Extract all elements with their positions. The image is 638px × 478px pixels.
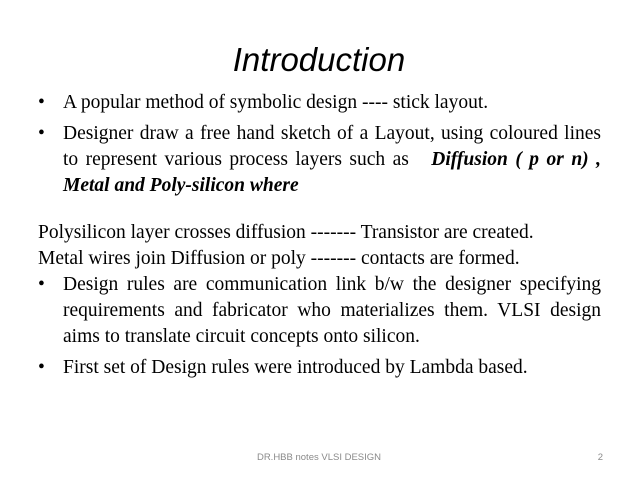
bullet-text: Design rules are communication link b/w the designer specifying requirements and fabricator who materializes them. VLSI design aims to translate circuit concepts onto silicon. <box>63 274 601 347</box>
bullet-text: Designer draw a free hand sketch of a Layout, using coloured lines to represent various process layers such as <box>63 123 601 170</box>
paragraph-polysilicon: Polysilicon layer crosses diffusion ------- Transistor are created. <box>38 222 534 243</box>
bullet-icon: • <box>38 92 45 113</box>
bullet-icon: • <box>38 357 45 378</box>
bullet-item-design-rules <box>38 272 601 350</box>
footer-text: DR.HBB notes VLSI DESIGN <box>256 452 382 463</box>
slide-title: Introduction <box>232 41 406 78</box>
bullet-emphasis-text: Diffusion ( p or n) , Metal and Poly-silicon where <box>63 149 601 196</box>
paragraph-spacer <box>38 204 601 220</box>
bullet-item-lambda-rules <box>38 355 601 381</box>
bullet-icon: • <box>38 274 45 295</box>
bullet-icon: • <box>38 123 45 144</box>
slide-body <box>38 90 601 386</box>
bullet-item-designer-sketch <box>38 121 601 199</box>
bullet-text: A popular method of symbolic design ---- stick layout. <box>63 92 489 113</box>
bullet-text: First set of Design rules were introduced by Lambda based. <box>63 357 528 378</box>
paragraph-metal-wires: Metal wires join Diffusion or poly ------- contacts are formed. <box>38 248 520 269</box>
page-number: 2 <box>597 452 603 463</box>
bullet-item-symbolic-design <box>38 90 601 116</box>
